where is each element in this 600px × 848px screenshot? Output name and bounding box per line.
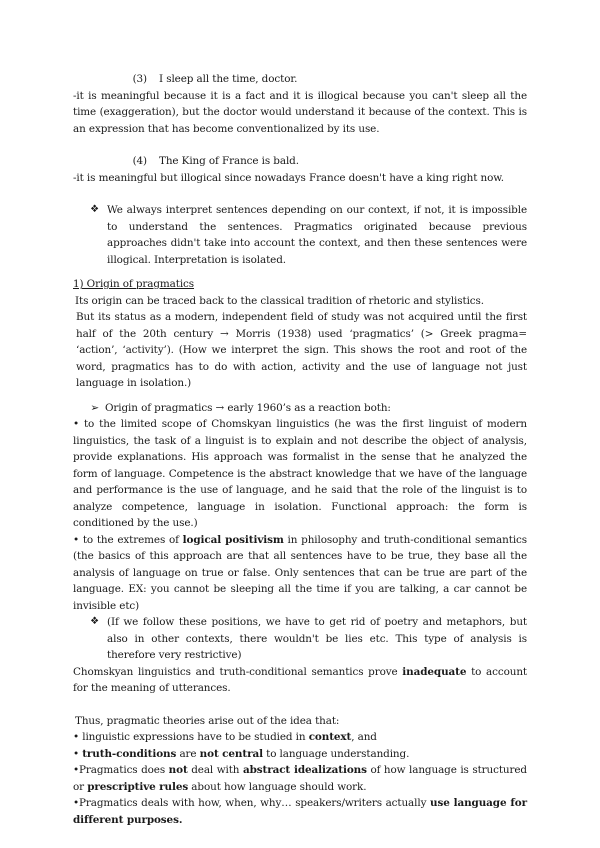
idea-item: •Pragmatics does not deal with abstract idealizations of how language is structured or prescriptive rules about how language should work. bbox=[73, 764, 527, 793]
idea-item: •Pragmatics deals with how, when, why… speakers/writers actually use language for different purposes. bbox=[73, 797, 527, 826]
idea-item: • truth-conditions are not central to language understanding. bbox=[73, 747, 410, 760]
status-paragraph: But its status as a modern, independent field of study was not acquired until the first half of the 20th century → Morris (1938) used ‘pragmatics’ (> Greek pragma= ‘action’, ‘activity’). (How we interpret the sign. This shows the root and root of the word, pragmatics has to do with action, activity and the use of language not just language in isolation.) bbox=[76, 311, 527, 389]
example-sentence: I sleep all the time, doctor. bbox=[159, 73, 298, 85]
section-heading: 1) Origin of pragmatics bbox=[73, 278, 195, 290]
example-4-comment: -it is meaningful but illogical since nowadays France doesn't have a king right now. bbox=[73, 171, 505, 184]
note-context bbox=[73, 202, 527, 268]
bold-term: inadequate bbox=[402, 665, 467, 678]
note-text: (If we follow these positions, we have to get rid of poetry and metaphors, but also in other contexts, there wouldn't be lies etc. This type of analysis is therefore very restrictive) bbox=[107, 616, 527, 661]
positivism-point: • to the extremes of logical positivism in philosophy and truth-conditional semantics (the basics of this approach are that all sentences have to be true, they base all the analysis of language on true or false. Only sentences that can be true are part of the language. EX: you cannot be sleeping all the time if you are talking, a car cannot be invisible etc) bbox=[73, 533, 527, 612]
idea-item: • linguistic expressions have to be studied in context, and bbox=[73, 731, 377, 743]
example-3-comment: -it is meaningful because it is a fact and it is illogical because you can't sleep all the time (exaggeration), but the doctor would understand it because of the context. This is an expression that has become conventionalized by its use. bbox=[73, 89, 527, 135]
arrow-bullet-icon: ➢ bbox=[90, 401, 99, 414]
origin-list-text: Origin of pragmatics → early 1960’s as a reaction both: bbox=[105, 401, 391, 414]
example-4 bbox=[73, 153, 527, 170]
example-number: (4) bbox=[132, 155, 147, 167]
note-restrictive bbox=[73, 614, 527, 664]
origin-paragraph: Its origin can be traced back to the classical tradition of rhetoric and stylistics. bbox=[75, 294, 484, 307]
diamond-bullet-icon: ❖ bbox=[90, 204, 99, 215]
example-number: (3) bbox=[132, 73, 147, 85]
example-sentence: The King of France is bald. bbox=[159, 155, 299, 167]
inadequate-statement: Chomskyan linguistics and truth-conditional semantics prove inadequate to account for the meaning of utterances. bbox=[73, 665, 527, 694]
diamond-bullet-icon: ❖ bbox=[90, 616, 99, 627]
chomskyan-point: • to the limited scope of Chomskyan linguistics (he was the first linguist of modern linguistics, the task of a linguist is to explain and not describe the object of analysis, provide explanations. His approach was formalist in the sense that he analyzed the form of language. Competence is the abstract knowledge that we have of the language and performance is the use of language, and he said that the role of the linguist is to analyze competence, language in isolation. Functional approach: the form is conditioned by the use.) bbox=[73, 418, 527, 529]
document-body bbox=[73, 71, 527, 828]
note-text: We always interpret sentences depending on our context, if not, it is impossible to understand the sentences. Pragmatics originated because previous approaches didn't take into account the context, and then these sentences were illogical. Interpretation is isolated. bbox=[107, 204, 527, 266]
thus-intro: Thus, pragmatic theories arise out of the idea that: bbox=[75, 714, 340, 727]
origin-list-item bbox=[73, 400, 527, 417]
bold-term: logical positivism bbox=[182, 533, 284, 546]
example-3 bbox=[73, 71, 527, 88]
